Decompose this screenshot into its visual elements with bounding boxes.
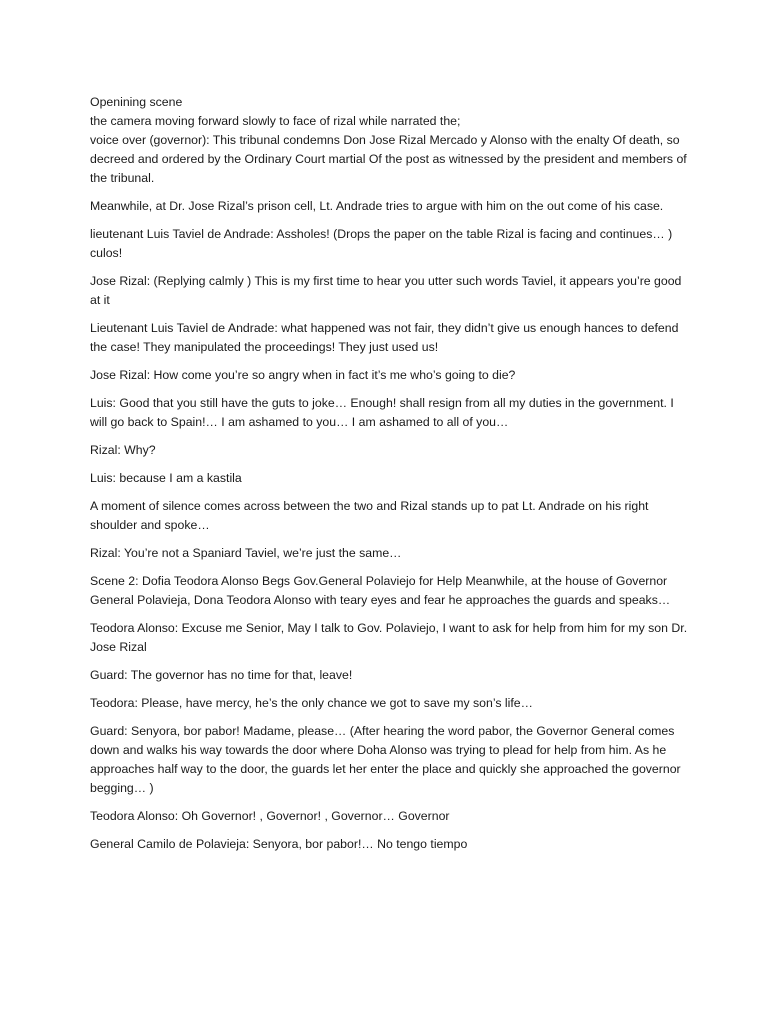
paragraph: Luis: because I am a kastila (90, 471, 242, 485)
paragraph: Rizal: You’re not a Spaniard Taviel, we’re just the same… (90, 546, 402, 560)
paragraph: Meanwhile, at Dr. Jose Rizal’s prison cell, Lt. Andrade tries to argue with him on the out come of his case. (90, 199, 664, 213)
paragraph: Luis: Good that you still have the guts to joke… Enough! shall resign from all my duties in the government. I will go back to Spain!… I am ashamed to you… I am ashamed to all of you… (90, 396, 674, 429)
paragraph: A moment of silence comes across between the two and Rizal stands up to pat Lt. Andrade on his right shoulder and spoke… (90, 499, 649, 532)
camera-direction: the camera moving forward slowly to face of rizal while narrated the; (90, 114, 461, 128)
paragraph: General Camilo de Polavieja: Senyora, bor pabor!… No tengo tiempo (90, 837, 468, 851)
voice-over-line: voice over (governor): This tribunal condemns Don Jose Rizal Mercado y Alonso with the enalty Of death, so decreed and ordered by the Ordinary Court martial Of the post as witnessed by the president and members of the tribunal. (90, 133, 687, 185)
paragraph: Jose Rizal: How come you’re so angry when in fact it’s me who’s going to die? (90, 368, 516, 382)
paragraph: Teodora Alonso: Excuse me Senior, May I talk to Gov. Polaviejo, I want to ask for help from him for my son Dr. Jose Rizal (90, 621, 688, 654)
document-body (90, 93, 690, 863)
paragraph: Lieutenant Luis Taviel de Andrade: what happened was not fair, they didn’t give us enough hances to defend the case! They manipulated the proceedings! They just used us! (90, 321, 679, 354)
paragraph: Guard: Senyora, bor pabor! Madame, please… (After hearing the word pabor, the Governor General comes down and walks his way towards the door where Doha Alonso was trying to plead for help from him. As he approaches half way to the door, the guards let her enter the place and quickly she approached the governor begging… ) (90, 724, 681, 795)
paragraph: Jose Rizal: (Replying calmly ) This is my first time to hear you utter such words Taviel, it appears you’re good at it (90, 274, 682, 307)
paragraph: Teodora Alonso: Oh Governor! , Governor! , Governor… Governor (90, 809, 450, 823)
paragraph: Rizal: Why? (90, 443, 156, 457)
paragraph: Guard: The governor has no time for that, leave! (90, 668, 353, 682)
paragraph: lieutenant Luis Taviel de Andrade: Assholes! (Drops the paper on the table Rizal is facing and continues… ) culos! (90, 227, 673, 260)
paragraph: Scene 2: Dofia Teodora Alonso Begs Gov.General Polaviejo for Help Meanwhile, at the house of Governor General Polavieja, Dona Teodora Alonso with teary eyes and fear he approaches the guards and speaks… (90, 574, 671, 607)
opening-block (90, 93, 690, 188)
paragraph: Teodora: Please, have mercy, he’s the only chance we got to save my son’s life… (90, 696, 533, 710)
scene-heading: Openining scene (90, 95, 183, 109)
